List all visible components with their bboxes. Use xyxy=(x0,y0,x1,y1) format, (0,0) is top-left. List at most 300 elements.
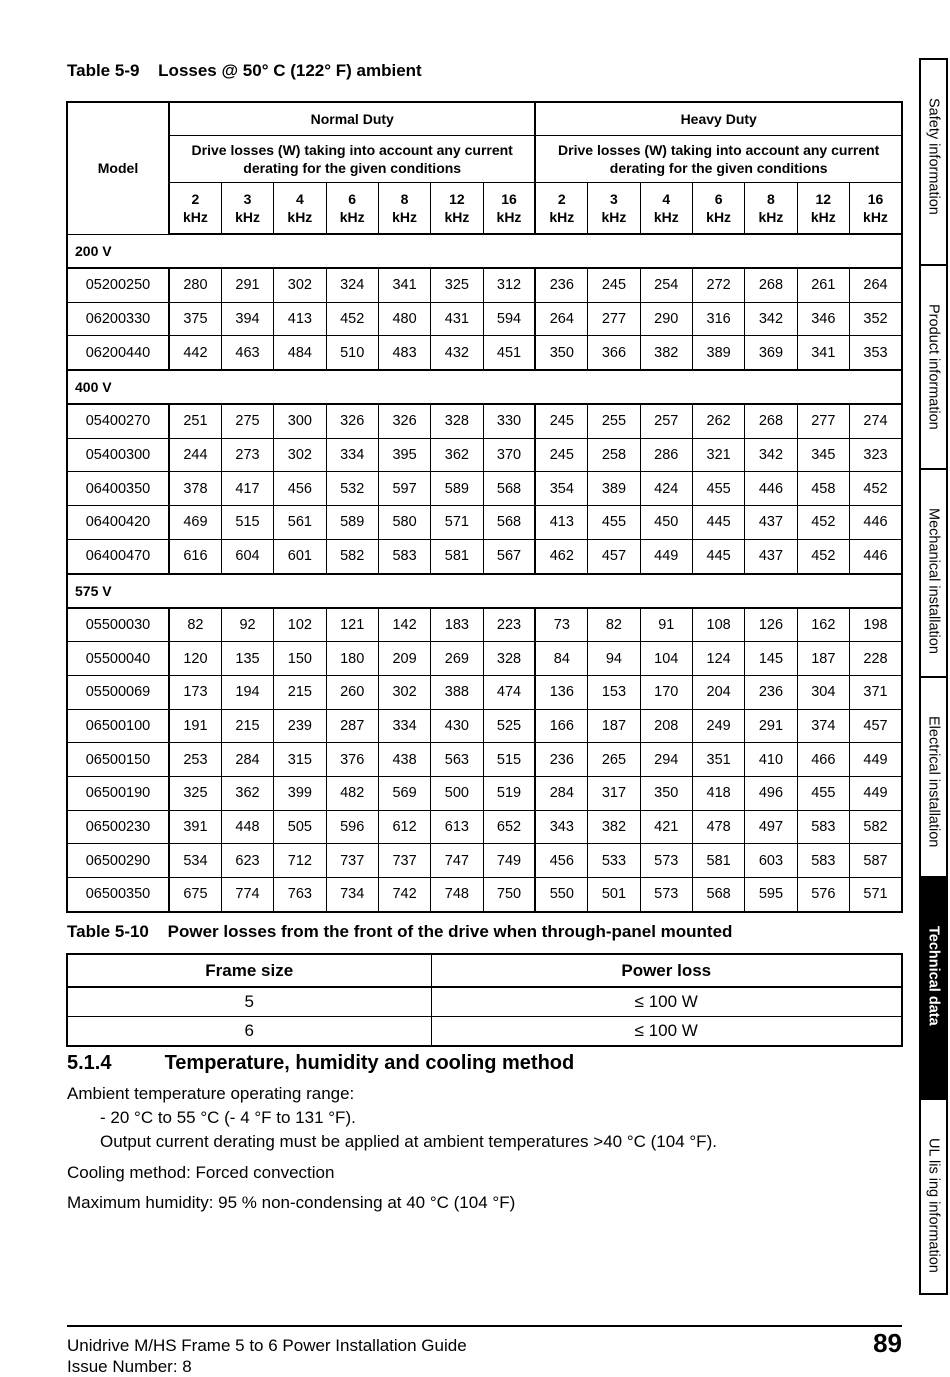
freq-value: 8 xyxy=(767,191,775,207)
normal-loss-cell: 82 xyxy=(169,608,221,642)
heavy-loss-cell: 568 xyxy=(692,878,744,912)
freq-unit: kHz xyxy=(653,209,679,225)
normal-loss-cell: 328 xyxy=(431,404,483,438)
model-cell: 06400420 xyxy=(67,506,169,540)
normal-loss-cell: 480 xyxy=(378,302,430,336)
heavy-loss-cell: 550 xyxy=(535,878,587,912)
normal-loss-cell: 774 xyxy=(221,878,273,912)
freq-value: 16 xyxy=(501,191,517,207)
freq-unit: kHz xyxy=(863,209,888,225)
heavy-loss-cell: 457 xyxy=(849,709,902,743)
table-number: Table 5-10 xyxy=(67,922,149,941)
normal-loss-cell: 763 xyxy=(274,878,326,912)
heavy-loss-cell: 236 xyxy=(745,675,797,709)
model-cell: 06400350 xyxy=(67,472,169,506)
heavy-loss-cell: 284 xyxy=(535,776,587,810)
table-row xyxy=(67,438,902,472)
normal-loss-cell: 180 xyxy=(326,642,378,676)
frame-cell: 5 xyxy=(67,987,431,1017)
heavy-loss-cell: 445 xyxy=(692,539,744,573)
heavy-loss-cell: 581 xyxy=(692,844,744,878)
normal-loss-cell: 534 xyxy=(169,844,221,878)
freq-unit: kHz xyxy=(182,209,208,225)
normal-loss-cell: 120 xyxy=(169,642,221,676)
freq-value: 8 xyxy=(400,191,409,207)
heavy-loss-cell: 91 xyxy=(640,608,692,642)
footer-issue-number: Issue Number: 8 xyxy=(67,1357,192,1376)
freq-value: 12 xyxy=(449,191,465,207)
power-cell: ≤ 100 W xyxy=(431,987,902,1017)
heavy-loss-cell: 389 xyxy=(588,472,640,506)
heavy-loss-cell: 268 xyxy=(745,404,797,438)
heavy-loss-cell: 366 xyxy=(588,336,640,370)
heavy-loss-cell: 371 xyxy=(849,675,902,709)
freq-unit: kHz xyxy=(339,209,365,225)
normal-loss-cell: 239 xyxy=(274,709,326,743)
heavy-loss-cell: 94 xyxy=(588,642,640,676)
heavy-loss-cell: 582 xyxy=(849,810,902,844)
normal-loss-cell: 273 xyxy=(221,438,273,472)
heavy-loss-cell: 261 xyxy=(797,268,849,302)
heavy-loss-cell: 421 xyxy=(640,810,692,844)
normal-loss-cell: 580 xyxy=(378,506,430,540)
chapter-tab-label: Safety information xyxy=(925,98,942,215)
chapter-tab-label: Mechanical installation xyxy=(925,508,942,654)
heavy-loss-cell: 350 xyxy=(535,336,587,370)
chapter-tab-label: Product information xyxy=(925,304,942,430)
page-number: 89 xyxy=(873,1328,902,1358)
heavy-loss-cell: 354 xyxy=(535,472,587,506)
heavy-loss-cell: 204 xyxy=(692,675,744,709)
table-row xyxy=(67,810,902,844)
normal-loss-cell: 362 xyxy=(431,438,483,472)
normal-loss-cell: 623 xyxy=(221,844,273,878)
desc-line-2: derating for the given conditions xyxy=(243,160,462,176)
heavy-loss-cell: 258 xyxy=(588,438,640,472)
model-cell: 06500290 xyxy=(67,844,169,878)
normal-loss-cell: 483 xyxy=(378,336,430,370)
table-row xyxy=(67,1017,902,1047)
heavy-loss-cell: 265 xyxy=(588,743,640,777)
normal-loss-cell: 747 xyxy=(431,844,483,878)
chapter-tab[interactable] xyxy=(919,678,948,878)
model-cell: 06400470 xyxy=(67,539,169,573)
heavy-loss-cell: 104 xyxy=(640,642,692,676)
model-cell: 06200330 xyxy=(67,302,169,336)
heavy-loss-cell: 228 xyxy=(849,642,902,676)
heavy-loss-cell: 277 xyxy=(797,404,849,438)
section-title: Temperature, humidity and cooling method xyxy=(164,1052,575,1074)
chapter-tab[interactable] xyxy=(919,1100,948,1295)
heavy-freq-header xyxy=(535,183,587,235)
normal-loss-cell: 312 xyxy=(483,268,535,302)
heavy-loss-cell: 455 xyxy=(692,472,744,506)
normal-freq-header xyxy=(221,183,273,235)
normal-loss-cell: 413 xyxy=(274,302,326,336)
heavy-loss-cell: 257 xyxy=(640,404,692,438)
heavy-loss-cell: 286 xyxy=(640,438,692,472)
normal-loss-cell: 613 xyxy=(431,810,483,844)
normal-freq-header xyxy=(483,183,535,235)
voltage-label: 200 V xyxy=(67,234,902,268)
model-cell: 05500069 xyxy=(67,675,169,709)
heavy-loss-cell: 351 xyxy=(692,743,744,777)
normal-loss-cell: 582 xyxy=(326,539,378,573)
chapter-tab[interactable] xyxy=(919,58,948,266)
normal-loss-cell: 92 xyxy=(221,608,273,642)
normal-loss-cell: 463 xyxy=(221,336,273,370)
heavy-loss-cell: 571 xyxy=(849,878,902,912)
normal-loss-cell: 612 xyxy=(378,810,430,844)
normal-duty-description xyxy=(169,136,535,183)
normal-loss-cell: 399 xyxy=(274,776,326,810)
freq-unit: kHz xyxy=(706,209,732,225)
heavy-loss-cell: 342 xyxy=(745,302,797,336)
voltage-section-row xyxy=(67,234,902,268)
heavy-loss-cell: 456 xyxy=(535,844,587,878)
normal-loss-cell: 482 xyxy=(326,776,378,810)
model-cell: 06500230 xyxy=(67,810,169,844)
heavy-loss-cell: 478 xyxy=(692,810,744,844)
heavy-freq-header xyxy=(692,183,744,235)
normal-loss-cell: 121 xyxy=(326,608,378,642)
heavy-loss-cell: 264 xyxy=(535,302,587,336)
normal-loss-cell: 135 xyxy=(221,642,273,676)
heavy-loss-cell: 446 xyxy=(849,539,902,573)
normal-freq-header xyxy=(326,183,378,235)
heavy-loss-cell: 153 xyxy=(588,675,640,709)
normal-loss-cell: 589 xyxy=(431,472,483,506)
normal-loss-cell: 302 xyxy=(378,675,430,709)
normal-loss-cell: 675 xyxy=(169,878,221,912)
heavy-loss-cell: 198 xyxy=(849,608,902,642)
heavy-loss-cell: 126 xyxy=(745,608,797,642)
chapter-tab[interactable] xyxy=(919,878,948,1100)
table-row xyxy=(67,743,902,777)
normal-loss-cell: 251 xyxy=(169,404,221,438)
desc-line-2: derating for the given conditions xyxy=(609,160,828,176)
heavy-loss-cell: 587 xyxy=(849,844,902,878)
heavy-loss-cell: 316 xyxy=(692,302,744,336)
heavy-loss-cell: 346 xyxy=(797,302,849,336)
heavy-loss-cell: 449 xyxy=(849,776,902,810)
heavy-loss-cell: 350 xyxy=(640,776,692,810)
heavy-loss-cell: 249 xyxy=(692,709,744,743)
normal-loss-cell: 750 xyxy=(483,878,535,912)
heavy-loss-cell: 84 xyxy=(535,642,587,676)
heavy-loss-cell: 573 xyxy=(640,844,692,878)
heavy-loss-cell: 245 xyxy=(535,404,587,438)
normal-loss-cell: 712 xyxy=(274,844,326,878)
freq-value: 2 xyxy=(191,191,200,207)
normal-loss-cell: 334 xyxy=(378,709,430,743)
freq-value: 12 xyxy=(815,191,832,207)
power-loss-body xyxy=(67,987,902,1046)
voltage-label: 575 V xyxy=(67,574,902,608)
heavy-loss-cell: 304 xyxy=(797,675,849,709)
table-5-10-caption xyxy=(67,922,732,942)
losses-table xyxy=(66,101,903,913)
heavy-loss-cell: 264 xyxy=(849,268,902,302)
normal-loss-cell: 334 xyxy=(326,438,378,472)
section-number: 5.1.4 xyxy=(67,1052,112,1074)
normal-loss-cell: 596 xyxy=(326,810,378,844)
freq-unit: kHz xyxy=(601,209,627,225)
freq-unit: kHz xyxy=(810,209,836,225)
heavy-loss-cell: 573 xyxy=(640,878,692,912)
normal-loss-cell: 583 xyxy=(378,539,430,573)
heavy-loss-cell: 410 xyxy=(745,743,797,777)
normal-loss-cell: 594 xyxy=(483,302,535,336)
normal-loss-cell: 194 xyxy=(221,675,273,709)
normal-loss-cell: 394 xyxy=(221,302,273,336)
heavy-loss-cell: 187 xyxy=(588,709,640,743)
table-title: Losses @ 50° C (122° F) ambient xyxy=(158,61,422,80)
normal-loss-cell: 561 xyxy=(274,506,326,540)
model-cell: 05200250 xyxy=(67,268,169,302)
freq-value: 6 xyxy=(714,191,723,207)
desc-line-1: Drive losses (W) taking into account any current xyxy=(558,142,880,158)
normal-loss-cell: 568 xyxy=(483,506,535,540)
normal-loss-cell: 330 xyxy=(483,404,535,438)
heavy-freq-header xyxy=(588,183,640,235)
normal-loss-cell: 505 xyxy=(274,810,326,844)
chapter-tab[interactable] xyxy=(919,266,948,470)
voltage-section-row xyxy=(67,574,902,608)
normal-loss-cell: 442 xyxy=(169,336,221,370)
normal-loss-cell: 431 xyxy=(431,302,483,336)
normal-loss-cell: 452 xyxy=(326,302,378,336)
model-cell: 05500030 xyxy=(67,608,169,642)
derating-note: Output current derating must be applied at ambient temperatures >40 °C (104 °F). xyxy=(100,1132,717,1151)
voltage-section-row xyxy=(67,370,902,404)
normal-loss-cell: 291 xyxy=(221,268,273,302)
heavy-loss-cell: 446 xyxy=(745,472,797,506)
normal-loss-cell: 581 xyxy=(431,539,483,573)
freq-unit: kHz xyxy=(392,209,417,225)
heavy-loss-cell: 389 xyxy=(692,336,744,370)
heavy-loss-cell: 321 xyxy=(692,438,744,472)
normal-freq-header xyxy=(431,183,483,235)
heavy-loss-cell: 452 xyxy=(797,539,849,573)
max-humidity: Maximum humidity: 95 % non-condensing at 40 °C (104 °F) xyxy=(67,1193,516,1212)
normal-loss-cell: 375 xyxy=(169,302,221,336)
heavy-loss-cell: 452 xyxy=(797,506,849,540)
heavy-loss-cell: 352 xyxy=(849,302,902,336)
freq-value: 16 xyxy=(867,191,884,207)
model-cell: 06500190 xyxy=(67,776,169,810)
table-row xyxy=(67,302,902,336)
normal-loss-cell: 484 xyxy=(274,336,326,370)
normal-loss-cell: 302 xyxy=(274,268,326,302)
normal-loss-cell: 102 xyxy=(274,608,326,642)
normal-loss-cell: 571 xyxy=(431,506,483,540)
heavy-loss-cell: 124 xyxy=(692,642,744,676)
heavy-loss-cell: 501 xyxy=(588,878,640,912)
freq-value: 6 xyxy=(348,191,357,207)
heavy-loss-cell: 497 xyxy=(745,810,797,844)
freq-value: 3 xyxy=(243,191,252,207)
freq-value: 3 xyxy=(610,191,618,207)
normal-loss-cell: 362 xyxy=(221,776,273,810)
normal-loss-cell: 215 xyxy=(221,709,273,743)
normal-loss-cell: 515 xyxy=(483,743,535,777)
model-cell: 06500150 xyxy=(67,743,169,777)
heavy-loss-cell: 73 xyxy=(535,608,587,642)
normal-loss-cell: 287 xyxy=(326,709,378,743)
normal-loss-cell: 616 xyxy=(169,539,221,573)
frequency-header-row xyxy=(67,183,902,235)
normal-loss-cell: 597 xyxy=(378,472,430,506)
heavy-loss-cell: 462 xyxy=(535,539,587,573)
table-row xyxy=(67,642,902,676)
normal-loss-cell: 589 xyxy=(326,506,378,540)
heavy-loss-cell: 136 xyxy=(535,675,587,709)
heavy-loss-cell: 187 xyxy=(797,642,849,676)
chapter-tab-label: UL lis ing information xyxy=(925,1138,942,1273)
heavy-loss-cell: 170 xyxy=(640,675,692,709)
freq-unit: kHz xyxy=(287,209,313,225)
heavy-loss-cell: 496 xyxy=(745,776,797,810)
section-heading xyxy=(67,1052,574,1075)
heavy-loss-cell: 294 xyxy=(640,743,692,777)
cooling-method: Cooling method: Forced convection xyxy=(67,1163,335,1182)
ambient-range: - 20 °C to 55 °C (- 4 °F to 131 °F). xyxy=(100,1108,356,1127)
heavy-loss-cell: 437 xyxy=(745,506,797,540)
heavy-loss-cell: 274 xyxy=(849,404,902,438)
heavy-duty-header: Heavy Duty xyxy=(535,102,902,136)
normal-loss-cell: 569 xyxy=(378,776,430,810)
table-row xyxy=(67,844,902,878)
normal-loss-cell: 604 xyxy=(221,539,273,573)
heavy-loss-cell: 108 xyxy=(692,608,744,642)
normal-loss-cell: 519 xyxy=(483,776,535,810)
normal-loss-cell: 532 xyxy=(326,472,378,506)
chapter-tab[interactable] xyxy=(919,470,948,678)
chapter-tab-label: Technical data xyxy=(925,926,942,1026)
heavy-loss-cell: 254 xyxy=(640,268,692,302)
ambient-label: Ambient temperature operating range: xyxy=(67,1084,355,1103)
table-row xyxy=(67,675,902,709)
normal-loss-cell: 209 xyxy=(378,642,430,676)
normal-loss-cell: 567 xyxy=(483,539,535,573)
freq-value: 4 xyxy=(295,191,304,207)
normal-loss-cell: 456 xyxy=(274,472,326,506)
heavy-loss-cell: 291 xyxy=(745,709,797,743)
normal-loss-cell: 370 xyxy=(483,438,535,472)
normal-loss-cell: 260 xyxy=(326,675,378,709)
heavy-loss-cell: 272 xyxy=(692,268,744,302)
normal-loss-cell: 269 xyxy=(431,642,483,676)
normal-freq-header xyxy=(378,183,430,235)
heavy-loss-cell: 145 xyxy=(745,642,797,676)
normal-loss-cell: 253 xyxy=(169,743,221,777)
voltage-label: 400 V xyxy=(67,370,902,404)
table-row xyxy=(67,709,902,743)
heavy-loss-cell: 445 xyxy=(692,506,744,540)
heavy-loss-cell: 369 xyxy=(745,336,797,370)
heavy-loss-cell: 452 xyxy=(849,472,902,506)
heavy-loss-cell: 455 xyxy=(588,506,640,540)
heavy-loss-cell: 374 xyxy=(797,709,849,743)
heavy-loss-cell: 236 xyxy=(535,743,587,777)
heavy-loss-cell: 343 xyxy=(535,810,587,844)
table-row xyxy=(67,472,902,506)
model-cell: 05500040 xyxy=(67,642,169,676)
normal-loss-cell: 325 xyxy=(431,268,483,302)
heavy-loss-cell: 236 xyxy=(535,268,587,302)
normal-loss-cell: 215 xyxy=(274,675,326,709)
normal-loss-cell: 325 xyxy=(169,776,221,810)
heavy-loss-cell: 446 xyxy=(849,506,902,540)
heavy-loss-cell: 262 xyxy=(692,404,744,438)
normal-loss-cell: 376 xyxy=(326,743,378,777)
normal-loss-cell: 448 xyxy=(221,810,273,844)
heavy-loss-cell: 342 xyxy=(745,438,797,472)
heavy-loss-cell: 382 xyxy=(588,810,640,844)
normal-loss-cell: 742 xyxy=(378,878,430,912)
heavy-freq-header xyxy=(745,183,797,235)
normal-freq-header xyxy=(169,183,221,235)
heavy-loss-cell: 583 xyxy=(797,810,849,844)
table-title: Power losses from the front of the drive when through-panel mounted xyxy=(167,922,733,941)
normal-loss-cell: 417 xyxy=(221,472,273,506)
normal-loss-cell: 150 xyxy=(274,642,326,676)
normal-loss-cell: 500 xyxy=(431,776,483,810)
heavy-loss-cell: 268 xyxy=(745,268,797,302)
normal-freq-header xyxy=(274,183,326,235)
heavy-loss-cell: 457 xyxy=(588,539,640,573)
footer-divider xyxy=(67,1325,902,1327)
heavy-loss-cell: 576 xyxy=(797,878,849,912)
heavy-loss-cell: 603 xyxy=(745,844,797,878)
heavy-loss-cell: 424 xyxy=(640,472,692,506)
normal-loss-cell: 142 xyxy=(378,608,430,642)
normal-loss-cell: 244 xyxy=(169,438,221,472)
heavy-loss-cell: 450 xyxy=(640,506,692,540)
normal-loss-cell: 191 xyxy=(169,709,221,743)
freq-unit: kHz xyxy=(444,209,470,225)
normal-loss-cell: 315 xyxy=(274,743,326,777)
normal-loss-cell: 652 xyxy=(483,810,535,844)
heavy-loss-cell: 345 xyxy=(797,438,849,472)
heavy-loss-cell: 382 xyxy=(640,336,692,370)
heavy-duty-description xyxy=(535,136,902,183)
heavy-loss-cell: 290 xyxy=(640,302,692,336)
heavy-loss-cell: 277 xyxy=(588,302,640,336)
normal-loss-cell: 515 xyxy=(221,506,273,540)
model-cell: 06200440 xyxy=(67,336,169,370)
table-number: Table 5-9 xyxy=(67,61,140,80)
normal-loss-cell: 568 xyxy=(483,472,535,506)
normal-loss-cell: 525 xyxy=(483,709,535,743)
heavy-loss-cell: 449 xyxy=(640,539,692,573)
frame-cell: 6 xyxy=(67,1017,431,1047)
power-loss-table xyxy=(66,953,903,1047)
normal-loss-cell: 748 xyxy=(431,878,483,912)
frame-size-header: Frame size xyxy=(67,954,431,987)
normal-loss-cell: 328 xyxy=(483,642,535,676)
normal-loss-cell: 341 xyxy=(378,268,430,302)
normal-loss-cell: 324 xyxy=(326,268,378,302)
table-5-9-caption xyxy=(67,61,422,81)
normal-loss-cell: 284 xyxy=(221,743,273,777)
heavy-loss-cell: 418 xyxy=(692,776,744,810)
heavy-loss-cell: 449 xyxy=(849,743,902,777)
normal-duty-header: Normal Duty xyxy=(169,102,535,136)
heavy-loss-cell: 595 xyxy=(745,878,797,912)
normal-loss-cell: 326 xyxy=(326,404,378,438)
